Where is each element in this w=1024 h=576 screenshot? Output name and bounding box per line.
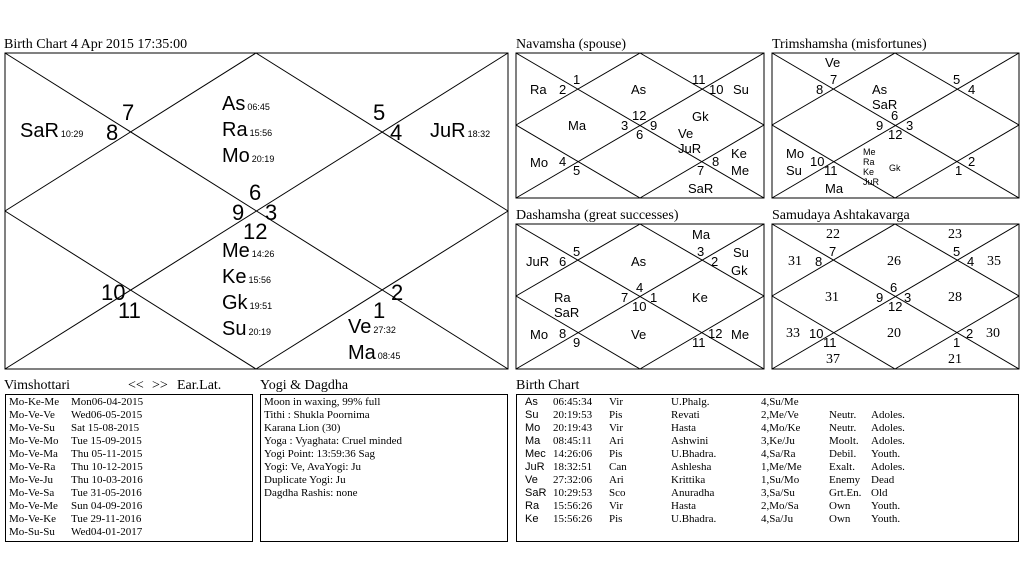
next-button[interactable]: >> (152, 378, 168, 393)
ashta-value: 26 (887, 254, 901, 269)
ashta-house: 8 (815, 254, 823, 269)
dasha-date: Thu 10-03-2016 (71, 474, 143, 486)
dash-ke: Ke (692, 290, 708, 305)
dasha-period: Mo-Ve-Ve (9, 409, 55, 421)
list-item[interactable] (9, 474, 249, 487)
dash-num: 2 (711, 254, 719, 269)
dasha-date: Sat 15-08-2015 (71, 422, 140, 434)
list-item[interactable] (9, 500, 249, 513)
nav-num: 7 (697, 163, 705, 178)
tri-num: 1 (955, 163, 963, 178)
nav-num: 2 (559, 82, 567, 97)
house-num: 9 (232, 200, 245, 225)
ashtakavarga-title: Samudaya Ashtakavarga (772, 208, 910, 223)
yogi-line: Yogi Point: 13:59:36 Sag (264, 448, 376, 460)
dasha-period: Mo-Ke-Me (9, 396, 60, 408)
dasha-period: Mo-Ve-Mo (9, 435, 59, 447)
dasha-date: Wed06-05-2015 (71, 409, 143, 421)
dash-num: 1 (650, 290, 658, 305)
ashta-house: 5 (953, 244, 961, 259)
nav-gk: Gk (692, 109, 709, 124)
dasha-period: Mo-Ve-Ke (9, 513, 57, 525)
trimshamsha-title: Trimshamsha (misfortunes) (772, 37, 927, 52)
tri-num: 7 (830, 72, 838, 87)
house-num: 6 (249, 180, 262, 205)
house-num: 12 (243, 219, 268, 244)
house-num: 4 (390, 120, 403, 145)
yogi-line: Karana Lion (30) (264, 422, 341, 434)
nav-me: Me (731, 163, 750, 178)
dash-ma: Ma (692, 227, 711, 242)
table-row: Mo 20:19:43 Vir Hasta 4,Mo/Ke Neutr. Adoles. (525, 422, 905, 434)
list-item[interactable] (9, 435, 249, 448)
yogi-line: Tithi : Shukla Poornima (264, 409, 370, 421)
planet-ra: Ra 15:56 (222, 119, 273, 141)
planet-sar: SaR 10:29 (20, 120, 84, 142)
dash-num: 11 (692, 335, 706, 350)
dash-num: 8 (559, 326, 567, 341)
ashta-value: 31 (825, 290, 839, 305)
dash-su: Su (733, 245, 749, 260)
table-row: SaR 10:29:53 Sco Anuradha 3,Sa/Su Grt.En. Old (525, 487, 888, 499)
ashta-value: 35 (987, 254, 1001, 269)
ashta-value: 23 (948, 227, 962, 242)
planet-ma: Ma 08:45 (348, 342, 401, 364)
table-row: As 06:45:34 Vir U.Phalg. 4,Su/Me (525, 396, 799, 408)
ashta-house: 9 (876, 290, 884, 305)
dash-num: 7 (621, 290, 629, 305)
list-item[interactable] (9, 526, 249, 539)
ashta-value: 22 (826, 227, 840, 242)
dash-gk: Gk (731, 263, 748, 278)
nav-num: 11 (692, 72, 706, 87)
house-num: 8 (106, 120, 119, 145)
ashta-house: 12 (888, 299, 903, 314)
birth-table-title: Birth Chart (516, 378, 580, 393)
dash-me: Me (731, 327, 750, 342)
nav-as: As (631, 82, 647, 97)
table-row: Ve 27:32:06 Ari Krittika 1,Su/Mo Enemy Dead (525, 474, 895, 486)
dashamsha-title: Dashamsha (great successes) (516, 208, 679, 223)
nav-num: 4 (559, 154, 567, 169)
tri-num: 9 (876, 118, 884, 133)
nav-su: Su (733, 82, 749, 97)
yogi-line: Yoga : Vyaghata: Cruel minded (264, 435, 402, 447)
house-num: 3 (265, 200, 278, 225)
ashta-house: 7 (829, 244, 837, 259)
dash-rasar: Ra SaR (554, 290, 580, 320)
ashta-house: 6 (890, 280, 898, 295)
dash-num: 9 (573, 335, 581, 350)
planet-me: Me 14:26 (222, 240, 275, 262)
dash-jur: JuR (526, 254, 550, 269)
table-row: Mec 14:26:06 Pis U.Bhadra. 4,Sa/Ra Debil. Youth. (525, 448, 901, 460)
tri-mo: Mo (786, 146, 805, 161)
house-num: 7 (122, 100, 135, 125)
table-row: JuR 18:32:51 Can Ashlesha 1,Me/Me Exalt. Adoles. (525, 461, 905, 473)
nav-sar: SaR (688, 181, 714, 196)
list-item[interactable] (9, 422, 249, 435)
dash-ve: Ve (631, 327, 647, 342)
birth-table (516, 394, 1019, 542)
ear-lat-toggle[interactable]: Ear.Lat. (177, 378, 222, 393)
planet-as: As 06:45 (222, 93, 270, 115)
tri-num: 5 (953, 72, 961, 87)
ashta-value: 28 (948, 290, 962, 305)
list-item[interactable] (9, 409, 249, 422)
dasha-date: Thu 05-11-2015 (71, 448, 143, 460)
nav-num: 8 (712, 154, 720, 169)
dasha-period: Mo-Ve-Su (9, 422, 55, 434)
yogi-line: Dagdha Rashis: none (264, 487, 358, 499)
table-row: Su 20:19:53 Pis Revati 2,Me/Ve Neutr. Adoles. (525, 409, 905, 421)
dasha-period: Mo-Ve-Sa (9, 487, 55, 499)
list-item[interactable] (9, 448, 249, 461)
dasha-date: Thu 10-12-2015 (71, 461, 143, 473)
dasha-period: Mo-Ve-Ma (9, 448, 58, 460)
tri-gk: Gk (889, 163, 901, 173)
house-num: 1 (373, 298, 386, 323)
tri-num: 6 (891, 108, 899, 123)
house-num: 2 (391, 280, 404, 305)
ashta-value: 33 (786, 326, 800, 341)
tri-num: 2 (968, 154, 976, 169)
tri-su: Su (786, 163, 802, 178)
house-num: 5 (373, 100, 386, 125)
table-row: Ra 15:56:26 Vir Hasta 2,Mo/Sa Own Youth. (525, 500, 901, 512)
ashta-value: 37 (826, 352, 840, 367)
dasha-date: Mon06-04-2015 (71, 396, 144, 408)
dash-num: 3 (697, 244, 705, 259)
yogi-line: Yogi: Ve, AvaYogi: Ju (264, 461, 362, 473)
ashta-house: 4 (967, 254, 975, 269)
dash-num: 12 (708, 326, 723, 341)
dasha-period: Mo-Ve-Ju (9, 474, 53, 486)
ashta-value: 20 (887, 326, 901, 341)
yogi-title: Yogi & Dagdha (260, 378, 349, 393)
planet-ve: Ve 27:32 (348, 316, 396, 338)
navamsha-title: Navamsha (spouse) (516, 37, 627, 52)
dash-num: 6 (559, 254, 567, 269)
dasha-date: Tue 31-05-2016 (71, 487, 142, 499)
planet-mo: Mo 20:19 (222, 145, 275, 167)
vimshottari-list[interactable] (5, 394, 253, 542)
tri-num: 11 (824, 163, 838, 178)
dasha-period: Mo-Su-Su (9, 526, 55, 538)
dash-num: 5 (573, 244, 581, 259)
tri-merakejur: Me Ra Ke JuR (863, 147, 880, 187)
nav-num: 9 (650, 118, 658, 133)
yogi-line: Moon in waxing, 99% full (264, 396, 381, 408)
tri-assar: As SaR (872, 82, 898, 112)
house-num: 11 (118, 298, 141, 323)
nav-num: 3 (621, 118, 629, 133)
list-item[interactable] (9, 487, 249, 500)
tri-ma: Ma (825, 181, 844, 196)
dasha-date: Sun 04-09-2016 (71, 500, 143, 512)
ashta-house: 3 (904, 290, 912, 305)
tri-num: 3 (906, 118, 914, 133)
ashta-house: 1 (953, 335, 961, 350)
list-item[interactable] (9, 513, 249, 526)
list-item[interactable] (9, 461, 249, 474)
ashta-value: 21 (948, 352, 962, 367)
ashta-house: 10 (809, 326, 824, 341)
dasha-period: Mo-Ve-Me (9, 500, 58, 512)
tri-ve: Ve (825, 55, 841, 70)
dasha-date: Wed04-01-2017 (71, 526, 143, 538)
dash-mo: Mo (530, 327, 549, 342)
nav-ke: Ke (731, 146, 747, 161)
house-num: 10 (101, 280, 126, 305)
nav-num: 12 (632, 108, 647, 123)
ashta-value: 30 (986, 326, 1000, 341)
dasha-date: Tue 15-09-2015 (71, 435, 142, 447)
planet-ke: Ke 15:56 (222, 266, 271, 288)
table-row: Ke 15:56:26 Pis U.Bhadra. 4,Sa/Ju Own Youth. (525, 513, 901, 525)
tri-num: 8 (816, 82, 824, 97)
ashta-value: 31 (788, 254, 802, 269)
ashta-house: 2 (966, 326, 974, 341)
dash-num: 10 (632, 299, 647, 314)
tri-num: 4 (968, 82, 976, 97)
main-chart-title: Birth Chart 4 Apr 2015 17:35:00 (4, 37, 188, 52)
prev-button[interactable]: << (128, 378, 144, 393)
tri-num: 12 (888, 127, 903, 142)
nav-num: 6 (636, 127, 644, 142)
list-item[interactable] (9, 396, 249, 409)
tri-num: 10 (810, 154, 825, 169)
planet-jur: JuR 18:32 (430, 120, 491, 142)
nav-num: 1 (573, 72, 581, 87)
yogi-panel (260, 394, 508, 542)
vimshottari-title: Vimshottari (4, 378, 71, 393)
nav-mo: Mo (530, 155, 549, 170)
planet-gk: Gk 19:51 (222, 292, 273, 314)
nav-ra: Ra (530, 82, 547, 97)
nav-num: 10 (709, 82, 724, 97)
dasha-period: Mo-Ve-Ra (9, 461, 56, 473)
table-row: Ma 08:45:11 Ari Ashwini 3,Ke/Ju Moolt. Adoles. (525, 435, 905, 447)
nav-num: 5 (573, 163, 581, 178)
nav-vejur: Ve JuR (678, 126, 702, 156)
yogi-line: Duplicate Yogi: Ju (264, 474, 346, 486)
nav-ma: Ma (568, 118, 587, 133)
ashta-house: 11 (823, 335, 837, 350)
dash-as: As (631, 254, 647, 269)
dash-num: 4 (636, 280, 644, 295)
planet-su: Su 20:19 (222, 318, 271, 340)
dasha-date: Tue 29-11-2016 (71, 513, 142, 525)
